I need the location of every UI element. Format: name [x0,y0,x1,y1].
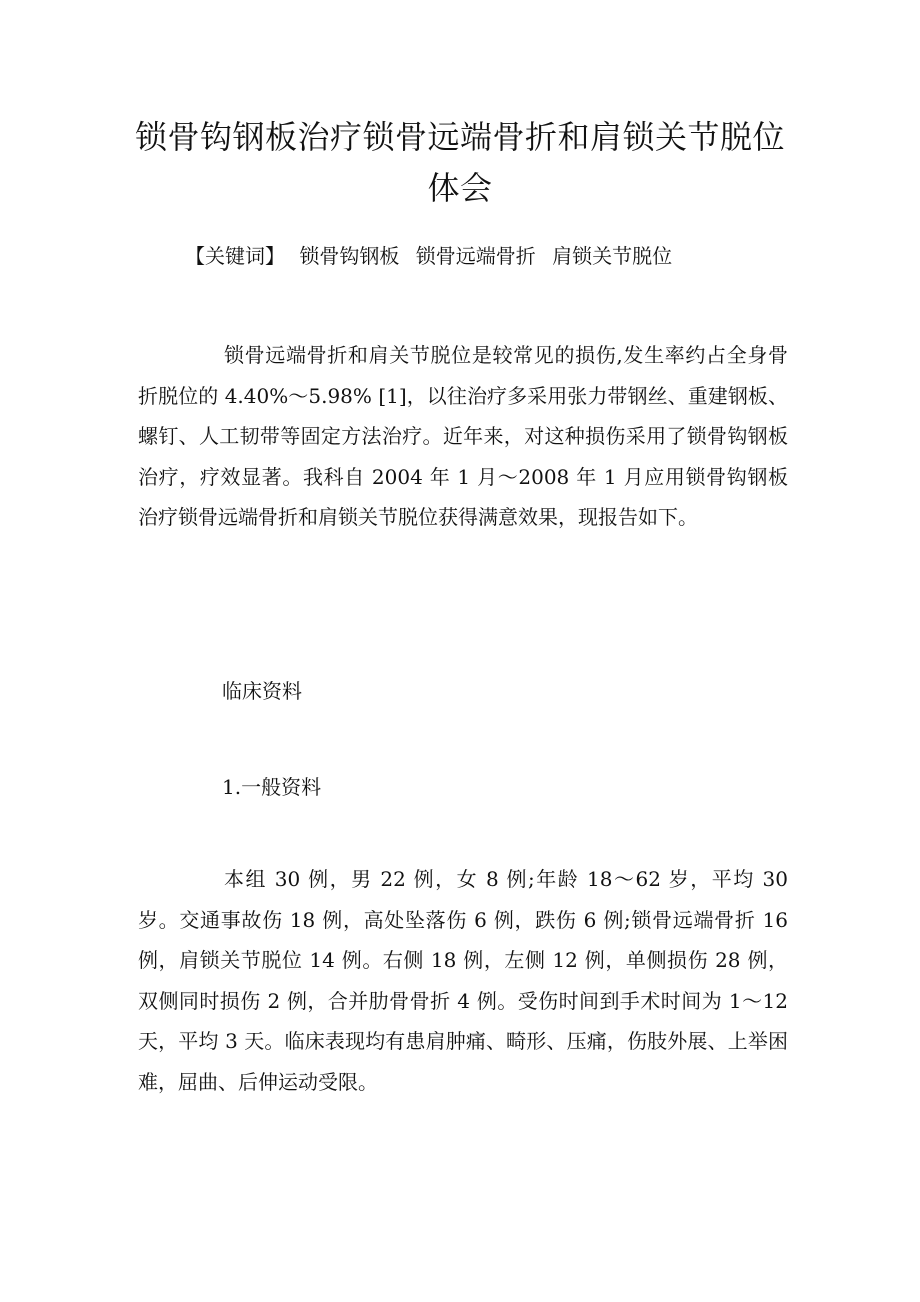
keyword-term: 锁骨钩钢板 [299,244,400,268]
keyword-term: 锁骨远端骨折 [415,244,536,268]
keyword-term: 肩锁关节脱位 [552,244,673,268]
section-heading: 临床资料 [222,679,302,703]
general-data-paragraph: 本组 30 例，男 22 例，女 8 例;年龄 18～62 岁，平均 30 岁。交通事故伤 18 例，高处坠落伤 6 例，跌伤 6 例;锁骨远端骨折 16 例，肩锁关节脱位 14 例。右侧 18 例，左侧 12 例，单侧损伤 28 例，双侧同时损伤 2 例，合并肋骨骨折 4 例。受伤时间到手术时间为 1～12 天，平均 3 天。临床表现均有患肩肿痛、畸形、压痛，伤肢外展、上举困难，屈曲、后伸运动受限。 [138,867,788,1094]
keywords-line [185,239,825,273]
intro-paragraph: 锁骨远端骨折和肩关节脱位是较常见的损伤,发生率约占全身骨折脱位的 4.40%～5.98% [1]，以往治疗多采用张力带钢丝、重建钢板、螺钉、人工韧带等固定方法治疗。近年来，对这种损伤采用了锁骨钩钢板治疗，疗效显著。我科自 2004 年 1 月～2008 年 1 月应用锁骨钩钢板治疗锁骨远端骨折和肩锁关节脱位获得满意效果，现报告如下。 [138,343,788,529]
document-title: 锁骨钩钢板治疗锁骨远端骨折和肩锁关节脱位体会 [134,118,785,207]
keywords-label: 【关键词】 [185,244,285,268]
subsection-heading: 1.一般资料 [222,775,322,799]
